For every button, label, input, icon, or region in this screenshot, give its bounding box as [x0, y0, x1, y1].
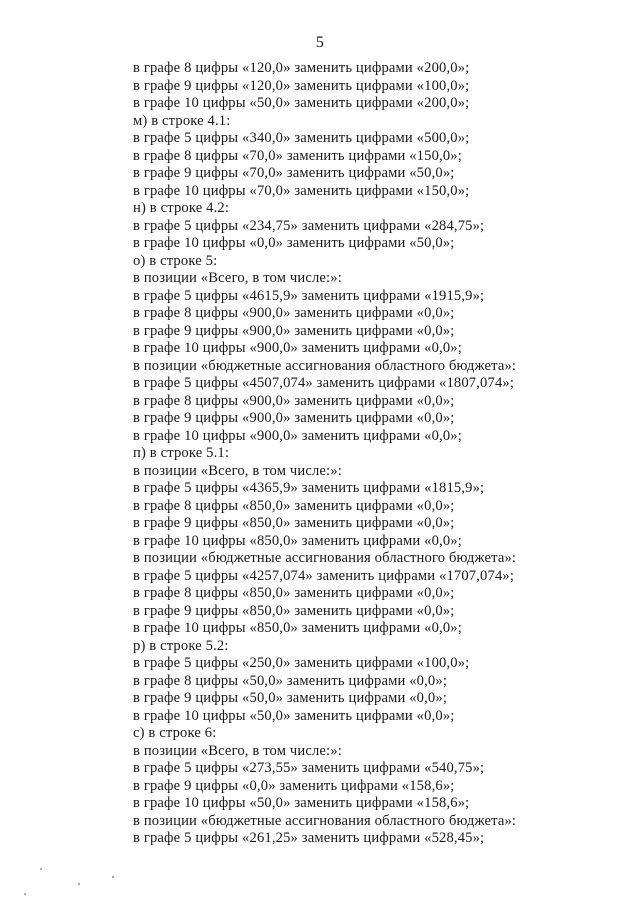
document-line: в позиции «бюджетные ассигнования областного бюджета»:	[133, 357, 517, 374]
document-line: в графе 8 цифры «850,0» заменить цифрами «0,0»;	[133, 497, 455, 514]
document-line: в графе 10 цифры «900,0» заменить цифрами «0,0»;	[133, 340, 462, 356]
document-line: в графе 10 цифры «50,0» заменить цифрами «200,0»;	[133, 95, 470, 111]
document-line: н) в строке 4.2:	[133, 200, 230, 216]
document-body	[133, 60, 623, 848]
document-line: в графе 5 цифры «273,55» заменить цифрами «540,75»;	[133, 760, 485, 776]
scan-speck	[78, 883, 80, 885]
document-line: в позиции «Всего, в том числе:»:	[133, 462, 342, 479]
document-line: в позиции «Всего, в том числе:»:	[133, 270, 342, 286]
document-line: в графе 5 цифры «4257,074» заменить цифрами «1707,074»;	[133, 567, 515, 584]
document-line: в графе 8 цифры «120,0» заменить цифрами «200,0»;	[133, 60, 470, 76]
document-line: в графе 5 цифры «340,0» заменить цифрами «500,0»;	[133, 130, 470, 146]
document-line: п) в строке 5.1:	[133, 445, 230, 461]
document-line: в графе 10 цифры «850,0» заменить цифрами «0,0»;	[133, 532, 462, 549]
document-line: в позиции «Всего, в том числе:»:	[133, 742, 342, 759]
document-line: в графе 5 цифры «250,0» заменить цифрами «100,0»;	[133, 655, 470, 671]
document-line: в графе 9 цифры «900,0» заменить цифрами «0,0»;	[133, 410, 455, 426]
document-line: в графе 8 цифры «900,0» заменить цифрами «0,0»;	[133, 305, 455, 321]
document-line: в графе 5 цифры «4615,9» заменить цифрами «1915,9»;	[133, 287, 485, 304]
document-line: в позиции «бюджетные ассигнования областного бюджета»:	[133, 812, 517, 829]
document-line: о) в строке 5:	[133, 252, 218, 269]
document-line: р) в строке 5.2:	[133, 637, 229, 654]
document-line: в графе 5 цифры «234,75» заменить цифрами «284,75»;	[133, 217, 485, 234]
scan-speck	[40, 868, 42, 870]
document-line: в графе 8 цифры «50,0» заменить цифрами «0,0»;	[133, 672, 448, 689]
scan-speck	[24, 893, 26, 895]
document-line: с) в строке 6:	[133, 725, 217, 741]
document-line: в графе 8 цифры «70,0» заменить цифрами «150,0»;	[133, 147, 462, 164]
document-line: в графе 9 цифры «50,0» заменить цифрами «0,0»;	[133, 690, 448, 706]
document-line: в графе 10 цифры «850,0» заменить цифрами «0,0»;	[133, 620, 462, 636]
document-line: в графе 9 цифры «120,0» заменить цифрами «100,0»;	[133, 77, 470, 94]
document-line: в позиции «бюджетные ассигнования областного бюджета»:	[133, 550, 517, 566]
page-number: 5	[315, 34, 325, 51]
document-line: в графе 10 цифры «50,0» заменить цифрами «0,0»;	[133, 707, 455, 724]
document-line: в графе 9 цифры «850,0» заменить цифрами «0,0»;	[133, 602, 455, 619]
document-line: в графе 10 цифры «0,0» заменить цифрами «50,0»;	[133, 235, 455, 251]
document-line: в графе 10 цифры «900,0» заменить цифрами «0,0»;	[133, 427, 462, 444]
document-line: в графе 9 цифры «850,0» заменить цифрами «0,0»;	[133, 515, 455, 531]
document-line: в графе 9 цифры «0,0» заменить цифрами «158,6»;	[133, 777, 455, 794]
document-line: в графе 5 цифры «261,25» заменить цифрами «528,45»;	[133, 830, 485, 846]
document-line: в графе 10 цифры «50,0» заменить цифрами «158,6»;	[133, 795, 470, 811]
document-line: в графе 8 цифры «850,0» заменить цифрами «0,0»;	[133, 585, 455, 601]
document-line: м) в строке 4.1:	[133, 112, 231, 129]
document-line: в графе 5 цифры «4365,9» заменить цифрами «1815,9»;	[133, 480, 485, 496]
document-line: в графе 9 цифры «70,0» заменить цифрами «50,0»;	[133, 165, 455, 181]
document-line: в графе 8 цифры «900,0» заменить цифрами «0,0»;	[133, 392, 455, 409]
document-line: в графе 9 цифры «900,0» заменить цифрами «0,0»;	[133, 322, 455, 339]
scan-speck	[112, 876, 114, 878]
document-line: в графе 5 цифры «4507,074» заменить цифрами «1807,074»;	[133, 375, 515, 391]
document-line: в графе 10 цифры «70,0» заменить цифрами «150,0»;	[133, 182, 470, 199]
